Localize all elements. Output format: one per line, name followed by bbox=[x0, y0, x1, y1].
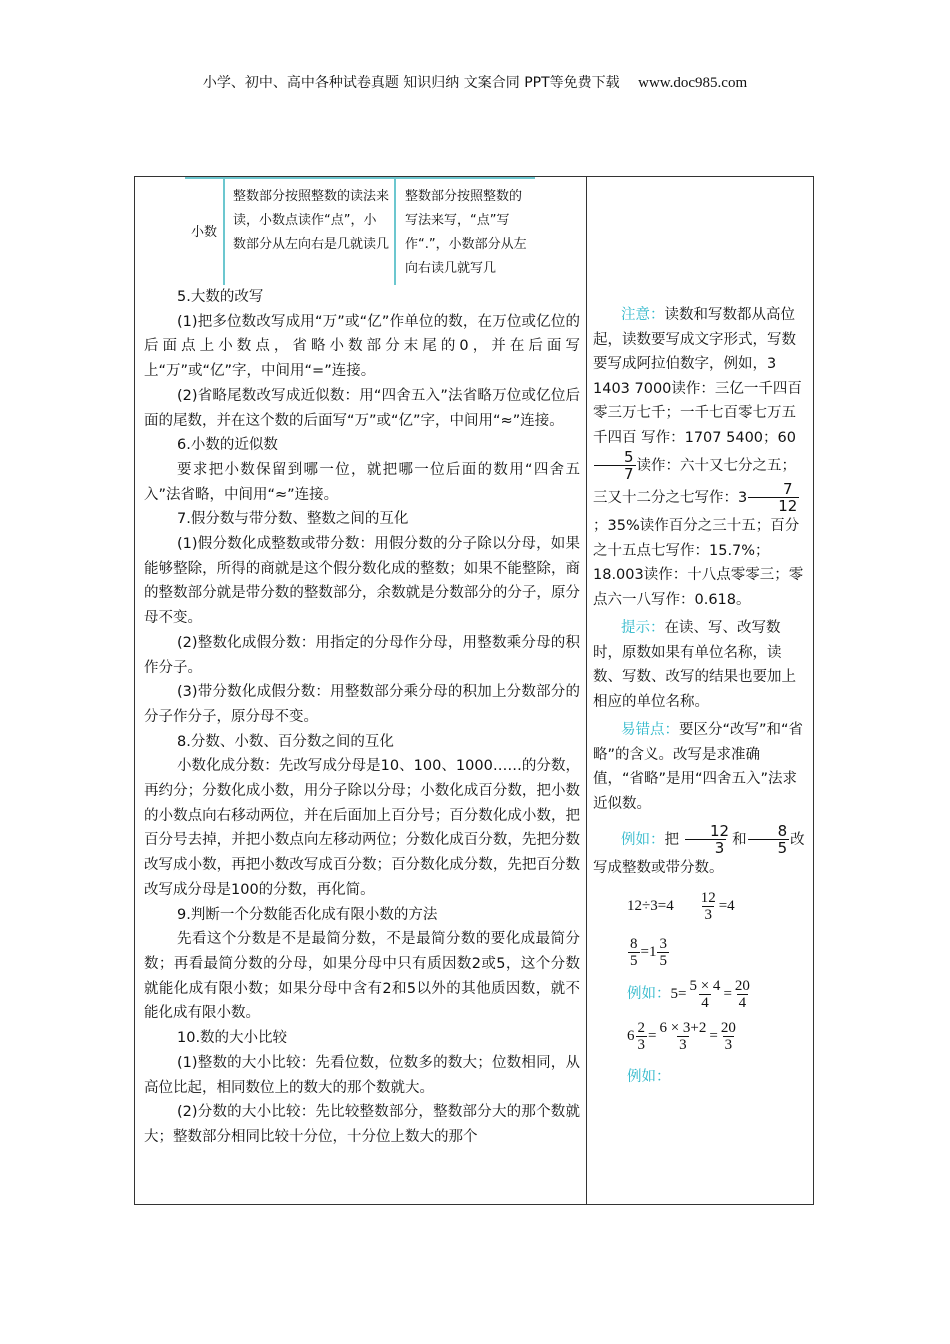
math-text: 6 bbox=[627, 1028, 635, 1045]
example-label: 例如： bbox=[627, 1068, 671, 1085]
denominator: 5 bbox=[659, 952, 667, 969]
paragraph: (2)省略尾数改写成近似数：用“四舍五入”法省略万位或亿位后面的尾数，并在这个数的后面写“万”或“亿”字，中间用“≈”连接。 bbox=[144, 387, 580, 429]
numerator: 12 bbox=[700, 889, 716, 906]
numerator: 2 bbox=[637, 1019, 645, 1036]
paragraph: 要求把小数保留到哪一位，就把哪一位后面的数用“四舍五入”法省略，中间用“≈”连接。 bbox=[144, 461, 580, 503]
section-title: 7.假分数与带分数、整数之间的互化 bbox=[177, 511, 409, 528]
section-title: 5.大数的改写 bbox=[177, 289, 264, 305]
tip-label: 提示： bbox=[621, 620, 665, 636]
tip-text: 在读、写、改写数时，原数如果有单位名称，读数、写数、改写的结果也要加上相应的单位名称。 bbox=[593, 620, 796, 710]
math-text: = bbox=[709, 1028, 718, 1045]
content-frame bbox=[134, 176, 814, 1205]
numerator: 12 bbox=[710, 822, 730, 840]
denominator: 3 bbox=[685, 839, 727, 856]
fraction bbox=[719, 1021, 738, 1053]
example-label: 例如： bbox=[621, 832, 665, 848]
fraction bbox=[748, 482, 799, 514]
main-column bbox=[135, 177, 586, 1204]
header-text: 小学、初中、高中各种试卷真题 知识归纳 文案合同 PPT等免费下载 bbox=[202, 75, 620, 91]
denominator: 3 bbox=[724, 1036, 733, 1053]
fraction bbox=[657, 1021, 708, 1053]
table-write-rule: 整数部分按照整数的写法来写，“点”写作“.”，小数部分从左向右读几就写几 bbox=[405, 189, 527, 276]
decimal-rule-table bbox=[185, 177, 535, 285]
error-text: 要区分“改写”和“省略”的含义。改写是求准确值，“省略”是用“四舍五入”法求近似数。 bbox=[593, 722, 804, 812]
numerator: 5 × 4 bbox=[689, 977, 721, 994]
main-text bbox=[144, 285, 580, 1150]
notes-body bbox=[587, 303, 813, 1089]
calc-row-2 bbox=[627, 937, 805, 969]
header-url[interactable]: www.doc985.com bbox=[638, 75, 748, 91]
denominator: 4 bbox=[738, 994, 747, 1011]
fraction bbox=[628, 937, 640, 969]
section-title: 9.判断一个分数能否化成有限小数的方法 bbox=[177, 906, 438, 923]
table-read-rule: 整数部分按照整数的读法来读，小数点读作“点”，小数部分从左向右是几就读几 bbox=[233, 189, 390, 252]
note-tip bbox=[593, 616, 805, 714]
paragraph: 先看这个分数是不是最简分数，不是最简分数的要化成最简分数；再看最简分数的分母，如果分母中只有质因数2或5，这个分数就能化成有限小数；如果分母中含有2和5以外的其他质因数，就不能化成有限小数。 bbox=[144, 931, 580, 1022]
paragraph: (1)把多位数改写成用“万”或“亿”作单位的数，在万位或亿位的后面点上小数点，省略小数部分末尾的0，并在后面写上“万”或“亿”字，中间用“=”连接。 bbox=[144, 313, 580, 380]
fraction bbox=[699, 891, 718, 923]
numerator: 3 bbox=[659, 935, 667, 952]
math-text: = bbox=[723, 986, 732, 1003]
fraction bbox=[687, 979, 722, 1011]
example-text: 和 bbox=[732, 832, 747, 848]
fraction bbox=[636, 1021, 648, 1053]
page-header bbox=[0, 72, 950, 92]
calc-row-1 bbox=[627, 891, 805, 923]
paragraph: (1)假分数化成整数或带分数：用假分数的分子除以分母，如果能够整除，所得的商就是这个假分数化成的整数；如果不能整除，商的整数部分就是带分数的整数部分，余数就是分数部分的分子，原分母不变。 bbox=[144, 536, 580, 627]
fraction bbox=[594, 450, 636, 482]
table-divider-1 bbox=[223, 179, 225, 285]
paragraph: (2)整数化成假分数：用指定的分母作分母，用整数乘分母的积作分子。 bbox=[144, 634, 580, 676]
fraction bbox=[748, 824, 790, 856]
math-text: 5= bbox=[670, 986, 687, 1003]
numerator: 20 bbox=[734, 977, 750, 994]
section-title: 10.数的大小比较 bbox=[177, 1030, 288, 1047]
note-attention bbox=[593, 303, 805, 612]
example-label: 例如： bbox=[627, 986, 671, 1003]
calc-row-3 bbox=[627, 1021, 805, 1053]
section-title: 8.分数、小数、百分数之间的互化 bbox=[177, 733, 394, 750]
math-text: =4 bbox=[718, 898, 735, 915]
example-4 bbox=[627, 1065, 805, 1090]
fraction bbox=[733, 979, 752, 1011]
paragraph: (1)整数的大小比较：先看位数，位数多的数大；位数相同，从高位比起，相同数位上的数大的那个数就大。 bbox=[144, 1054, 580, 1096]
math-text: 12÷3=4 bbox=[627, 898, 674, 915]
numerator: 8 bbox=[777, 822, 788, 840]
paragraph: (3)带分数化成假分数：用整数部分乘分母的积加上分数部分的分子作分子，原分母不变。 bbox=[144, 684, 580, 725]
note-text: ；35%读作百分之三十五；百分之十五点七写作：15.7%；18.003读作：十八点零零三；零点六一八写作：0.618。 bbox=[593, 518, 804, 608]
example-1 bbox=[593, 824, 805, 881]
example-text: 把 bbox=[664, 832, 679, 848]
note-text: 读数和写数都从高位起，读数要写成文字形式，写数要写成阿拉伯数字，例如，3 1403 7000读作：三亿一千四百零三万七千；一千七百零七万五千四百 写作：1707 5400；60 bbox=[593, 307, 802, 446]
numerator: 8 bbox=[630, 935, 638, 952]
error-label: 易错点： bbox=[621, 722, 679, 738]
denominator: 3 bbox=[704, 906, 712, 923]
table-row-label: 小数 bbox=[190, 225, 217, 240]
table-divider-2 bbox=[394, 179, 396, 285]
denominator: 5 bbox=[748, 839, 790, 856]
numerator: 7 bbox=[783, 480, 793, 498]
denominator: 3 bbox=[637, 1036, 645, 1053]
denominator: 4 bbox=[701, 994, 709, 1011]
section-title: 6.小数的近似数 bbox=[177, 437, 278, 454]
table-top-border bbox=[185, 177, 535, 179]
paragraph: 小数化成分数：先改写成分母是10、100、1000……的分数，再约分；分数化成小数，用分子除以分母；小数化成百分数，把小数的小数点向右移动两位，并在后面加上百分号；百分数化成小数，把百分号去掉，并把小数点向左移动两位；分数化成百分数，先把分数改写成小数，再把小数改写成百分数；百分数化成分数，先把百分数改写成分母是100的分数，再化简。 bbox=[144, 758, 580, 898]
denominator: 7 bbox=[594, 465, 636, 482]
numerator: 20 bbox=[720, 1019, 736, 1036]
fraction bbox=[657, 937, 669, 969]
math-text: =1 bbox=[640, 944, 657, 961]
denominator: 12 bbox=[748, 497, 799, 514]
paragraph: (2)分数的大小比较：先比较整数部分，整数部分大的那个数就大；整数部分相同比较十分位，十分位上数大的那个 bbox=[144, 1104, 580, 1145]
note-error bbox=[593, 718, 805, 816]
numerator: 6 × 3+2 bbox=[659, 1019, 707, 1036]
denominator: 5 bbox=[630, 952, 638, 969]
math-text: = bbox=[648, 1028, 657, 1045]
note-label: 注意： bbox=[621, 307, 665, 323]
note-text: 读作：六十又七分之五；三又十二分之七写作：3 bbox=[593, 458, 797, 506]
fraction bbox=[680, 824, 731, 856]
numerator: 5 bbox=[624, 448, 634, 466]
example-text: 改写成整数或带分数。 bbox=[593, 832, 805, 876]
denominator: 3 bbox=[679, 1036, 687, 1053]
example-2 bbox=[627, 979, 805, 1011]
side-notes bbox=[587, 177, 813, 1204]
